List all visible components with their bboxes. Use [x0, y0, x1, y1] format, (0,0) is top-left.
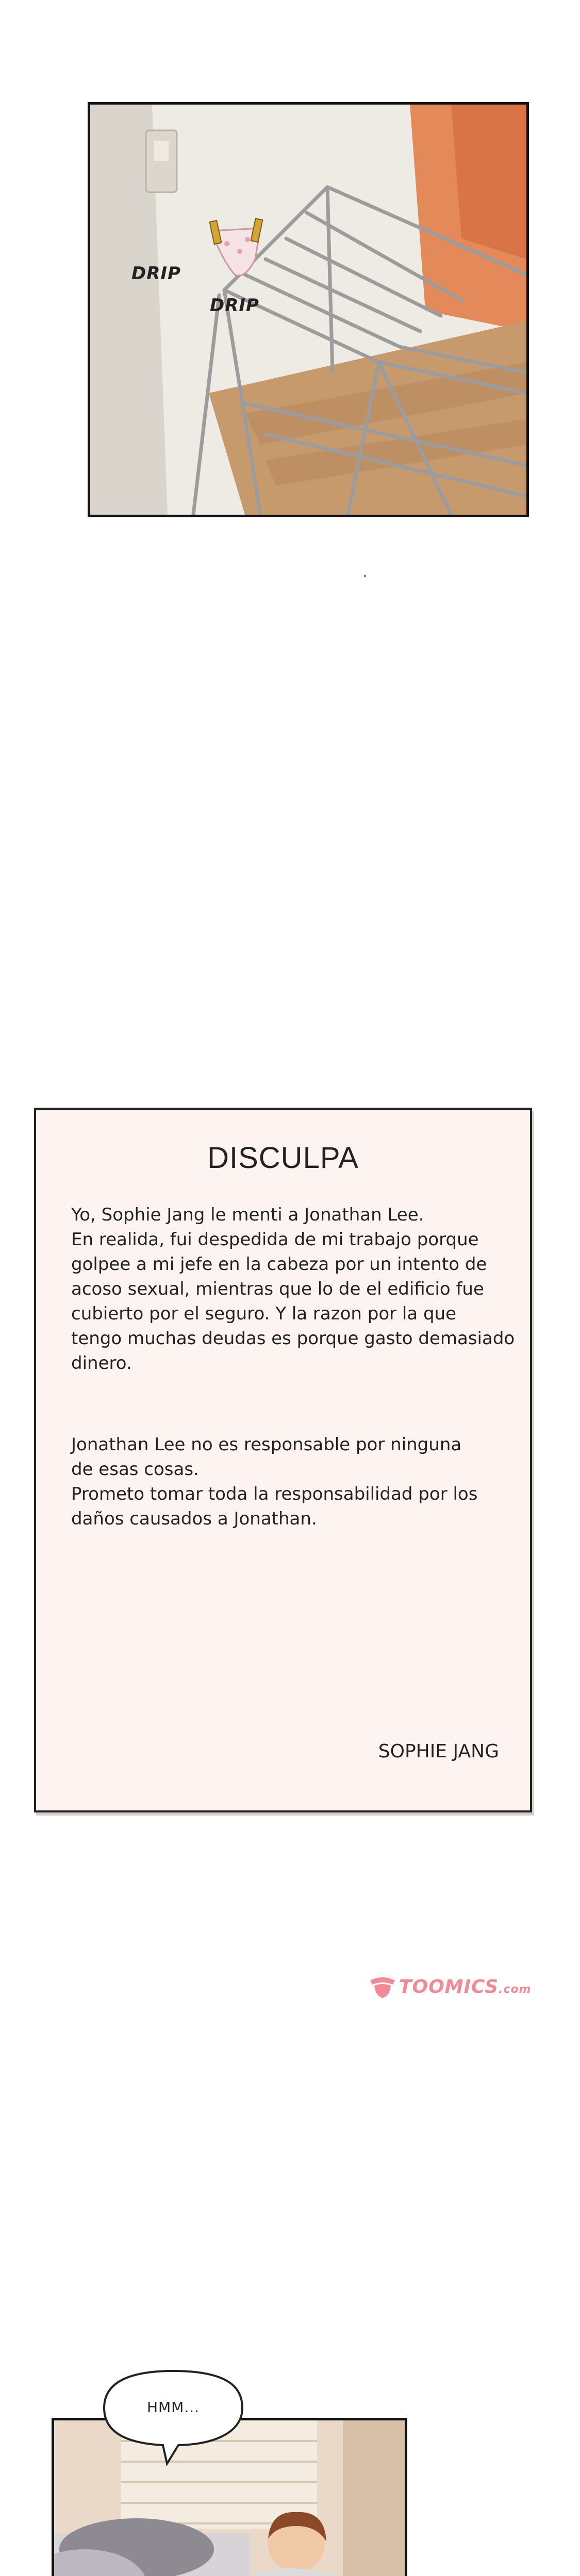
letter-line: dinero.	[71, 1353, 132, 1374]
apology-letter	[34, 1108, 532, 1812]
drip-sound-effect: DRIP	[210, 295, 259, 316]
letter-line: daños causados a Jonathan.	[71, 1509, 317, 1529]
letter-line: Prometo tomar toda la responsabilidad por los	[71, 1484, 478, 1504]
letter-line: Yo, Sophie Jang le menti a Jonathan Lee.	[71, 1205, 424, 1225]
watermark-brand: TOOMICS	[399, 1976, 499, 1997]
drying-rack-illustration	[90, 105, 526, 515]
letter-paragraph-2	[71, 1432, 525, 1531]
letter-line: golpee a mi jefe en la cabeza por un intento de	[71, 1254, 487, 1275]
letter-line: tengo muchas deudas es porque gasto demasiado	[71, 1328, 515, 1349]
letter-line: cubierto por el seguro. Y la razon por la que	[71, 1303, 457, 1324]
letter-line: acoso sexual, mientras que lo de el edificio fue	[71, 1279, 484, 1299]
speech-bubble-text: HMM...	[146, 2399, 200, 2416]
toomics-logo-icon	[367, 1973, 398, 2001]
stray-dot	[364, 575, 366, 577]
speech-bubble	[101, 2368, 245, 2466]
letter-title: DISCULPA	[207, 1141, 359, 1175]
letter-line: En realida, fui despedida de mi trabajo porque	[71, 1229, 479, 1250]
drip-sound-effect: DRIP	[131, 263, 181, 284]
letter-line: Jonathan Lee no es responsable por ninguna	[71, 1434, 462, 1455]
watermark-text	[399, 1976, 531, 1997]
letter-signature: SOPHIE JANG	[378, 1741, 499, 1762]
letter-line: de esas cosas.	[71, 1459, 199, 1480]
comic-panel-drying-rack	[88, 102, 529, 517]
toomics-watermark	[367, 1973, 556, 2001]
speech-bubble-shape	[101, 2368, 245, 2466]
letter-paragraph-1	[71, 1202, 525, 1376]
watermark-suffix: .com	[499, 1983, 532, 1996]
